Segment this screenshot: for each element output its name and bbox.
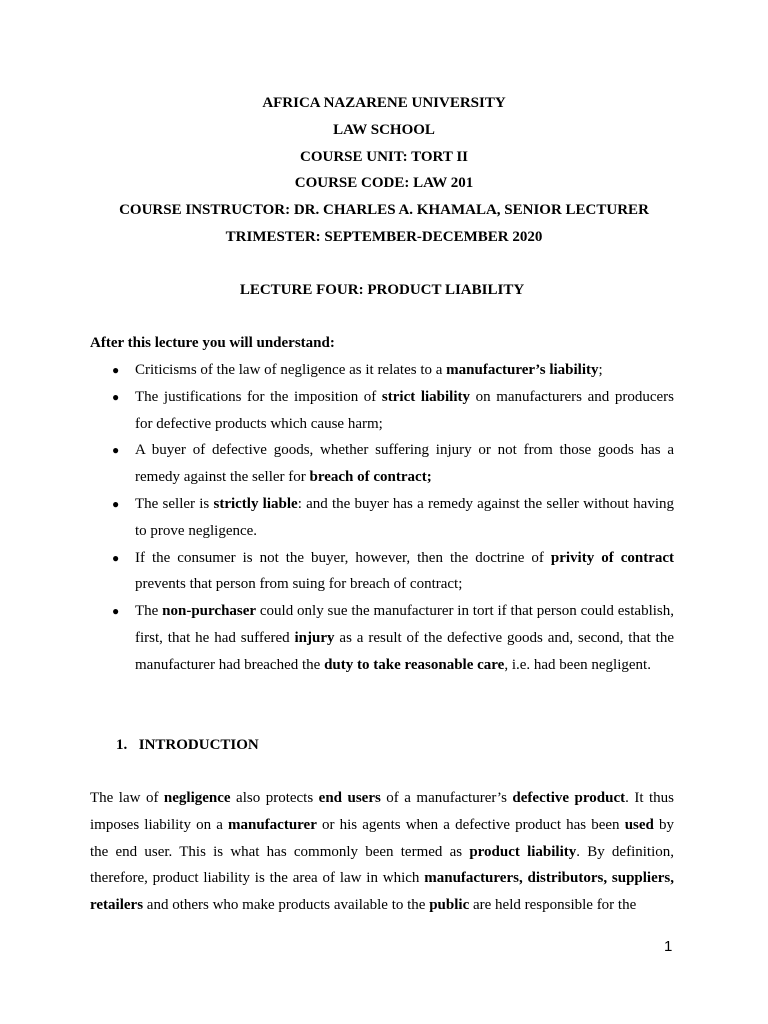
introduction-paragraph [90, 785, 674, 919]
text-run: prevents that person from suing for breach of contract; [135, 576, 463, 593]
course-instructor: COURSE INSTRUCTOR: DR. CHARLES A. KHAMALA, SENIOR LECTURER [119, 202, 649, 219]
text-run: could only sue the manufacturer in tort if that person could establish, first, that he had suffered [135, 603, 674, 646]
text-run: by the end user. This is what has commonly been termed as [90, 816, 674, 860]
bold-term: used [624, 816, 654, 833]
text-run: The justifications for the imposition of [135, 388, 382, 405]
section-heading [116, 732, 259, 759]
text-run: or his agents when a defective product has been [316, 816, 625, 833]
bold-term: defective product [512, 790, 626, 806]
section-title: INTRODUCTION [138, 737, 259, 753]
bullet-icon: ● [112, 496, 120, 511]
bold-term: public [429, 897, 470, 914]
school-name: LAW SCHOOL [333, 121, 435, 138]
text-run: on manufacturers and producers for defective products which cause harm; [135, 388, 674, 432]
university-name: AFRICA NAZARENE UNIVERSITY [262, 95, 506, 111]
text-run: and others who make products available to the [143, 897, 430, 914]
objectives-heading: After this lecture you will understand: [90, 335, 335, 351]
course-header [0, 90, 768, 251]
bold-term: manufacturers, distributors, suppliers, retailers [90, 870, 675, 914]
text-run: of a manufacturer’s [380, 790, 513, 806]
bullet-icon: ● [112, 389, 120, 404]
bold-term: negligence [163, 790, 231, 806]
text-run: A buyer of defective goods, whether suffering injury or not from those goods has a remedy against the seller for [135, 442, 674, 486]
bold-term: manufacturer’s liability [446, 362, 599, 378]
bold-term: privity of contract [550, 549, 674, 566]
bullet-icon: ● [112, 443, 120, 458]
bold-term: injury [294, 629, 335, 646]
bold-term: strict liability [381, 388, 470, 405]
text-run: The law of [90, 790, 164, 806]
section-number: 1. [116, 737, 128, 753]
trimester: TRIMESTER: SEPTEMBER-DECEMBER 2020 [225, 228, 543, 245]
bold-term: manufacturer [228, 816, 317, 833]
bullet-icon: ● [112, 550, 120, 565]
text-run: Criticisms of the law of negligence as it relates to a [135, 362, 447, 378]
bold-term: duty to take reasonable care [324, 656, 505, 673]
objective-item [90, 491, 674, 545]
text-run: The seller is [135, 495, 214, 512]
bullet-icon: ● [112, 363, 120, 377]
objective-item [90, 384, 674, 438]
bold-term: strictly liable [213, 495, 298, 512]
text-run: . It thus imposes liability on a [90, 790, 674, 833]
text-run: If the consumer is not the buyer, however, then the doctrine of [135, 549, 551, 566]
course-unit: COURSE UNIT: TORT II [300, 148, 468, 165]
bullet-icon: ● [112, 604, 120, 619]
text-run: as a result of the defective goods and, second, that the manufacturer had breached the [135, 629, 674, 673]
objective-item [90, 357, 674, 384]
text-run: are held responsible for the [469, 897, 637, 914]
bold-term: non-purchaser [162, 603, 257, 620]
objectives-list [90, 357, 674, 679]
course-code: COURSE CODE: LAW 201 [294, 175, 474, 192]
text-run: also protects [230, 790, 319, 806]
bold-term: breach of contract; [309, 469, 432, 486]
text-run: . By definition, therefore, product liability is the area of law in which [90, 843, 674, 887]
text-run: The [135, 603, 163, 620]
objective-item [90, 598, 674, 678]
bold-term: end users [318, 790, 381, 806]
text-run: , i.e. had been negligent. [504, 656, 651, 673]
objective-item [90, 437, 674, 491]
text-run: ; [598, 362, 603, 378]
page-number: 1 [664, 938, 673, 955]
bold-term: product liability [469, 843, 577, 860]
text-run: : and the buyer has a remedy against the seller without having to prove negligence. [135, 495, 675, 539]
objective-item [90, 545, 674, 599]
lecture-title: LECTURE FOUR: PRODUCT LIABILITY [239, 282, 525, 298]
